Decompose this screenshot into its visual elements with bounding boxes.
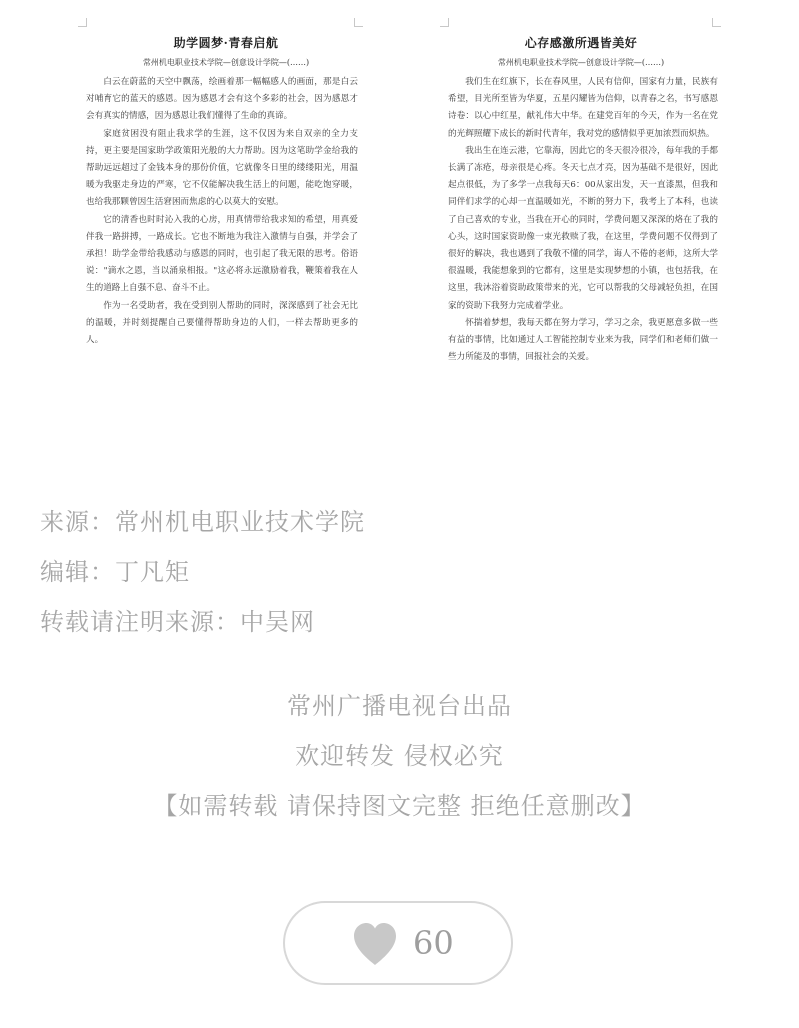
share-notice: 欢迎转发 侵权必究 xyxy=(295,742,504,770)
document-page-right xyxy=(440,18,722,363)
document-paragraph: 它的清香也时时沁入我的心房，用真情带给我求知的希望，用真爱伴我一路拼搏，一路成长。它也不断地为我注入激情与自强，并学会了承担！助学金带给我感动与感恩的同时，也引起了我无限的思考。俗语说："滴水之恩，当以涌泉相报。"这必将永远激励着我，鞭策着我在人生的道路上自强不息、奋斗不止。 xyxy=(86,214,358,294)
like-count: 60 xyxy=(413,924,454,962)
article-image-documents[interactable] xyxy=(0,0,799,363)
document-title: 助学圆梦·青春启航 xyxy=(173,36,279,50)
document-subtitle: 常州机电职业技术学院—创意设计学院—(……) xyxy=(142,58,310,67)
copyright-notice: 【如需转载 请保持图文完整 拒绝任意删改】 xyxy=(153,792,646,820)
document-paragraph: 我出生在连云港，它靠海，因此它的冬天很冷很冷，每年我的手都长满了冻疮，母亲很是心疼。冬天七点才亮，因为基础不是很好，因此起点很低，为了多学一点我每天6：00从家出发，天一直漆黑，但我和同伴们求学的心却一直温暖如光，不断的努力下，我考上了本科，也读了自己喜欢的专业，当我在开心的同时，学费问题又深深的烙在了我的心头，这时国家资助像一束光救赎了我，在这里，学费问题不仅得到了很好的解决，我也遇到了我敬不懂的同学，诲人不倦的老师，这所大学很温暖，我能想象到的它都有，这里是实现梦想的小镇，也包括我，在这里，我沐浴着资助政策带来的光，它可以帮我的父母减轻负担，在国家的资助下我努力完成着学业。 xyxy=(448,145,718,311)
document-paragraph: 家庭贫困没有阻止我求学的生涯，这不仅因为来自双亲的全力支持，更主要是国家助学政策阳光般的大力帮助。因为这笔助学金给我的帮助远远超过了金钱本身的那份价值，它就像冬日里的缕缕阳光，用温暖为我驱走身边的严寒，它不仅能解决我生活上的问题，能吃饱穿暖，也给我那颗曾因生活窘困而焦虑的心以莫大的安慰。 xyxy=(86,128,358,208)
document-body xyxy=(78,74,374,349)
document-paragraph: 作为一名受助者，我在受到别人帮助的同时，深深感到了社会无比的温暖，并时刻提醒自己要懂得帮助身边的人们，一样去帮助更多的人。 xyxy=(86,300,358,346)
document-body xyxy=(440,74,722,366)
document-paragraph: 我们生在红旗下，长在春风里，人民有信仰，国家有力量，民族有希望，目光所至皆为华夏，五星闪耀皆为信仰，以青春之名，书写感恩诗卷：以心中红星，献礼伟大中华。在建党百年的今天，作为一名在党的光辉照耀下成长的新时代青年，我对党的感情似乎更加浓烈而炽热。 xyxy=(448,77,718,139)
editor-credit: 编辑：丁凡矩 xyxy=(40,558,190,586)
producer-line: 常州广播电视台出品 xyxy=(287,692,512,720)
heart-icon xyxy=(351,921,399,967)
document-page-left xyxy=(78,18,374,348)
document-title: 心存感激所遇皆美好 xyxy=(524,36,638,50)
document-paragraph: 白云在蔚蓝的天空中飘荡，绘画着那一幅幅感人的画面，那是白云对哺育它的蓝天的感恩。因为感恩才会有这个多彩的社会，因为感恩才会有真实的情感，因为感恩让我们懂得了生命的真谛。 xyxy=(86,77,358,122)
document-subtitle: 常州机电职业技术学院—创意设计学院—(……) xyxy=(497,58,665,67)
source-credit: 来源：常州机电职业技术学院 xyxy=(40,508,365,536)
document-paragraph: 怀揣着梦想，我每天都在努力学习，学习之余，我更愿意多做一些有益的事情，比如通过人工智能控制专业来为我，同学们和老师们做一些力所能及的事情，回报社会的关爱。 xyxy=(448,317,718,363)
reprint-notice: 转载请注明来源：中吴网 xyxy=(40,608,315,636)
like-button[interactable] xyxy=(283,901,513,985)
